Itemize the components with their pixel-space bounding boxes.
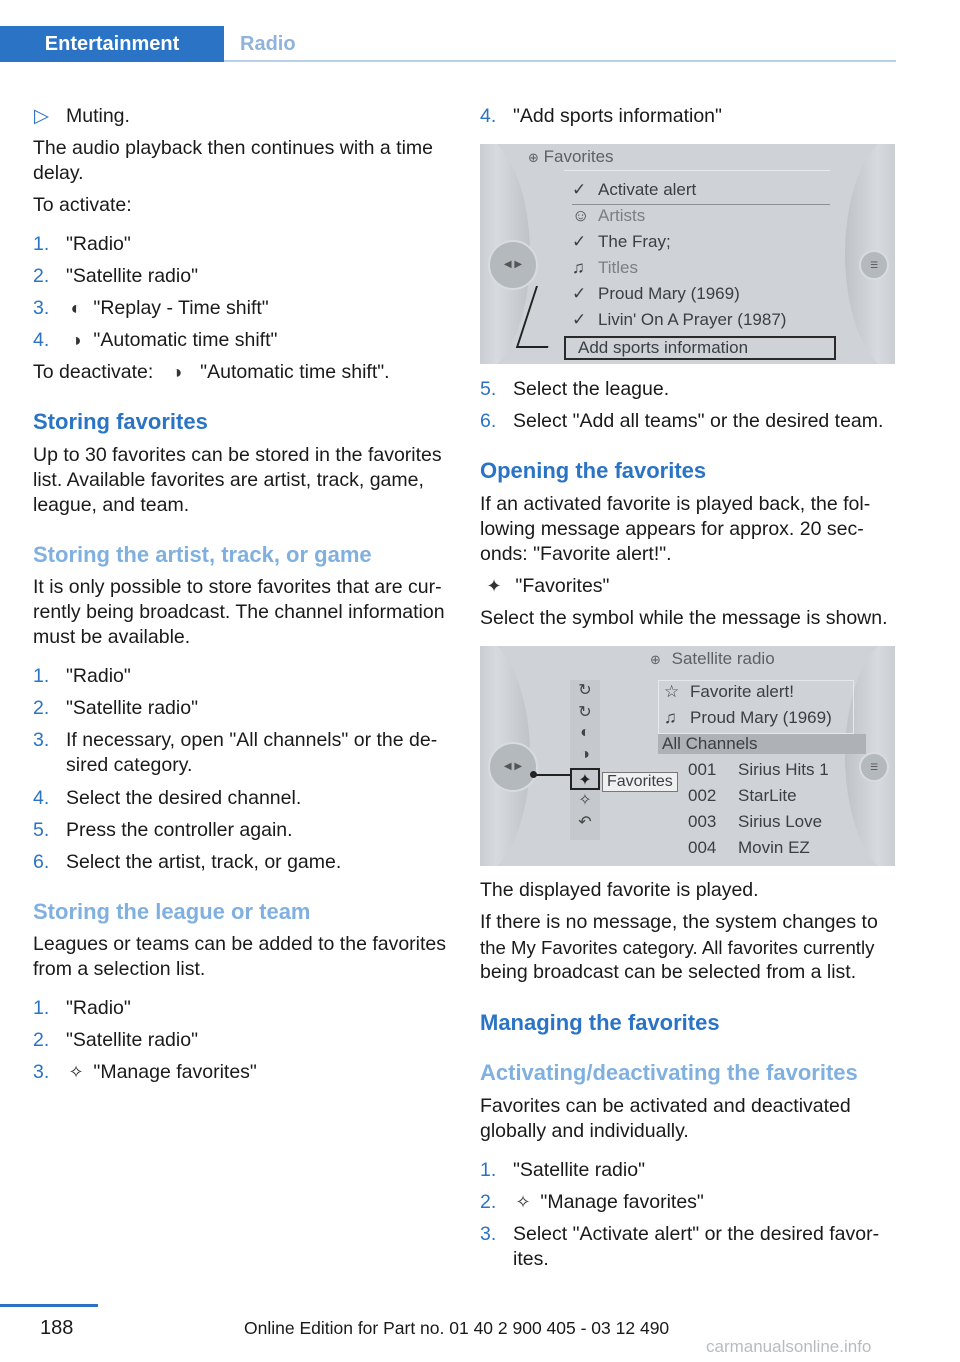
step-number: 1. [480, 1159, 497, 1181]
manage-favorites-icon: ✧ [578, 792, 592, 809]
paragraph-line: from a selection list. [33, 958, 206, 980]
step-text: sired category. [66, 754, 193, 776]
list-item [664, 682, 794, 702]
star-icon: ☆ [664, 682, 680, 701]
step-label: "Manage favorites" [540, 1191, 704, 1213]
check-icon: ✓ [572, 284, 587, 303]
list-item-label: Proud Mary (1969) [690, 708, 832, 727]
step-text: "Radio" [66, 233, 131, 255]
step-text: "Satellite radio" [66, 1029, 198, 1051]
screen-title-text: Favorites [543, 147, 614, 166]
list-item [572, 180, 696, 200]
step-number: 3. [33, 297, 50, 319]
header-divider [224, 60, 896, 62]
step-text: Select "Activate alert" or the desired favor‐ [513, 1223, 880, 1245]
edition-text: Online Edition for Part no. 01 40 2 900 405 - 03 12 490 [244, 1318, 670, 1338]
paragraph-line: The audio playback then continues with a time [33, 137, 433, 159]
auto-timeshift-icon: ◑ [580, 746, 590, 763]
section-title-managing-favorites: Managing the favorites [480, 1010, 720, 1035]
step-number: 3. [33, 1061, 50, 1083]
option-button-icon: ☰ [859, 752, 889, 782]
antenna-icon: ⊕ [528, 150, 539, 165]
list-item-label: Artists [598, 206, 646, 225]
tooltip-label: Favorites [607, 773, 673, 790]
channel-name: Movin EZ [738, 838, 810, 857]
paragraph-line: If an activated favorite is played back, the fol‐ [480, 493, 871, 515]
step-label: "Automatic time shift" [93, 329, 278, 351]
channel-number: 003 [688, 812, 717, 831]
divider [564, 170, 830, 171]
selected-list-item [564, 336, 836, 360]
list-item [572, 232, 671, 252]
paragraph-line: Up to 30 favorites can be stored in the favorites [33, 444, 442, 466]
step-text: "Satellite radio" [66, 265, 198, 287]
list-item-label: Livin' On A Prayer (1987) [598, 310, 787, 329]
step-text [64, 296, 269, 321]
paragraph-line: The displayed favorite is played. [480, 879, 759, 901]
channel-number: 004 [688, 838, 717, 857]
step-number: 2. [33, 265, 50, 287]
paragraph-line: list. Available favorites are artist, track, game, [33, 469, 424, 491]
step-number: 2. [480, 1191, 497, 1213]
paragraph-line: league, and team. [33, 494, 190, 516]
paragraph-line: It is only possible to store favorites that are cur‐ [33, 576, 442, 598]
step-number: 1. [33, 665, 50, 687]
step-text: "Satellite radio" [66, 697, 198, 719]
list-item-label: Proud Mary (1969) [598, 284, 740, 303]
step-number: 4. [33, 787, 50, 809]
step-text: "Add sports information" [513, 105, 722, 127]
option-button-icon: ☰ [859, 250, 889, 280]
paragraph-line: onds: "Favorite alert!". [480, 543, 672, 565]
step-number: 5. [33, 819, 50, 841]
paragraph-line: globally and individually. [480, 1120, 689, 1142]
list-item-label: Favorite alert! [690, 682, 794, 701]
step-text: If necessary, open "All channels" or the de‐ [66, 729, 438, 751]
channel-name: StarLite [738, 786, 797, 805]
favorites-screen-image [480, 144, 895, 364]
controller-knob-icon: ◀ ▶ [488, 240, 538, 290]
antenna-icon: ⊕ [650, 652, 661, 667]
paragraph-line: must be available. [33, 626, 191, 648]
step-number: 3. [33, 729, 50, 751]
step-number: 1. [33, 997, 50, 1019]
step-text: ites. [513, 1248, 549, 1270]
step-text: Select the artist, track, or game. [66, 851, 342, 873]
replay-icon: ◐ [70, 298, 82, 318]
channel-row [688, 812, 822, 832]
step-number: 6. [480, 410, 497, 432]
section-title-storing-artist: Storing the artist, track, or game [33, 542, 372, 567]
paragraph-line: delay. [33, 162, 84, 184]
step-text: "Radio" [66, 665, 131, 687]
favorites-label: "Favorites" [515, 575, 610, 597]
person-icon: ☺ [572, 206, 590, 225]
step-text: Select the desired channel. [66, 787, 302, 809]
step-number: 4. [33, 329, 50, 351]
channel-row [688, 838, 810, 858]
pointer-line [534, 774, 570, 776]
muting-text: Muting. [66, 105, 130, 127]
deactivate-line [33, 360, 390, 385]
step-number: 5. [480, 378, 497, 400]
divider [572, 204, 830, 205]
paragraph-line: the My Favorites category. All favorites currently [480, 937, 875, 958]
paragraph-line: rently being broadcast. The channel information [33, 601, 445, 623]
section-title-opening-favorites: Opening the favorites [480, 458, 707, 483]
step-number: 6. [33, 851, 50, 873]
list-item-label: Titles [598, 258, 638, 277]
check-icon: ✓ [572, 180, 587, 199]
list-item-label: Activate alert [598, 180, 697, 199]
channel-name: Sirius Hits 1 [738, 760, 829, 779]
step-label: "Replay - Time shift" [93, 297, 269, 319]
channel-row [688, 786, 797, 806]
step-number: 4. [480, 105, 497, 127]
tab-entertainment[interactable]: Entertainment [0, 26, 224, 62]
replay-icon: ◐ [580, 724, 590, 741]
step-text [64, 328, 277, 353]
deactivate-label: To deactivate: [33, 361, 154, 383]
footer-divider [0, 1304, 98, 1307]
paragraph-line: If there is no message, the system changes to [480, 911, 878, 933]
section-title-activating: Activating/deactivating the favorites [480, 1060, 858, 1085]
paragraph-line: Select the symbol while the message is shown. [480, 607, 888, 629]
music-note-icon: ♫ [664, 708, 677, 727]
step-text: "Radio" [66, 997, 131, 1019]
update-icon: ↻ [578, 682, 592, 699]
channel-number: 002 [688, 786, 717, 805]
deactivate-text: "Automatic time shift". [200, 361, 390, 383]
check-icon: ✓ [572, 310, 587, 329]
list-item [572, 258, 638, 278]
step-label: "Manage favorites" [93, 1061, 257, 1083]
auto-timeshift-off-icon: ◑ [171, 362, 183, 382]
paragraph-line: Leagues or teams can be added to the favorites [33, 933, 447, 955]
side-icon-bar [570, 680, 600, 840]
category-label: All Channels [662, 734, 758, 753]
back-icon: ↶ [578, 814, 592, 831]
bullet-icon: ▷ [34, 105, 49, 127]
step-number: 1. [33, 233, 50, 255]
channel-number: 001 [688, 760, 717, 779]
list-item-label: The Fray; [598, 232, 671, 251]
step-number: 2. [33, 1029, 50, 1051]
step-text: Press the controller again. [66, 819, 293, 841]
step-number: 2. [33, 697, 50, 719]
controller-knob-icon: ◀ ▶ [488, 742, 538, 792]
channel-row [688, 760, 829, 780]
step-text [511, 1190, 704, 1215]
favorites-star-icon: ✦ [486, 576, 502, 596]
list-item-label: Add sports information [578, 338, 749, 357]
manage-favorites-icon: ✧ [68, 1062, 84, 1082]
paragraph-line: being broadcast can be selected from a list. [480, 961, 857, 983]
channel-name: Sirius Love [738, 812, 823, 831]
watermark: carmanualsonline.info [706, 1337, 872, 1356]
favorites-star-icon: ✦ [570, 768, 600, 790]
step-text [64, 1060, 257, 1085]
step-text: Select the league. [513, 378, 670, 400]
list-item [664, 708, 832, 728]
satellite-radio-screen-image [480, 646, 895, 866]
step-text: "Satellite radio" [513, 1159, 645, 1181]
favorites-tooltip [602, 772, 678, 792]
screen-title [528, 147, 614, 167]
to-activate-label: To activate: [33, 194, 132, 216]
list-item [572, 206, 645, 226]
list-item [572, 310, 786, 330]
check-icon: ✓ [572, 232, 587, 251]
screen-title [650, 649, 775, 669]
auto-timeshift-icon: ◑ [70, 330, 82, 350]
paragraph-line: Favorites can be activated and deactivated [480, 1095, 851, 1117]
manage-favorites-icon: ✧ [515, 1192, 531, 1212]
screen-title-text: Satellite radio [671, 649, 775, 668]
paragraph-line: lowing message appears for approx. 20 sec‐ [480, 518, 864, 540]
section-title-storing-league: Storing the league or team [33, 899, 311, 924]
list-item [572, 284, 740, 304]
step-number: 3. [480, 1223, 497, 1245]
favorites-symbol-line [478, 574, 609, 599]
section-title-storing-favorites: Storing favorites [33, 409, 208, 434]
tab-radio[interactable]: Radio [240, 33, 296, 55]
update-icon: ↻ [578, 704, 592, 721]
step-text: Select "Add all teams" or the desired team. [513, 410, 884, 432]
music-note-icon: ♫ [572, 258, 585, 277]
category-header [658, 734, 866, 754]
pointer-dot [530, 771, 537, 778]
page-number: 188 [40, 1317, 74, 1339]
